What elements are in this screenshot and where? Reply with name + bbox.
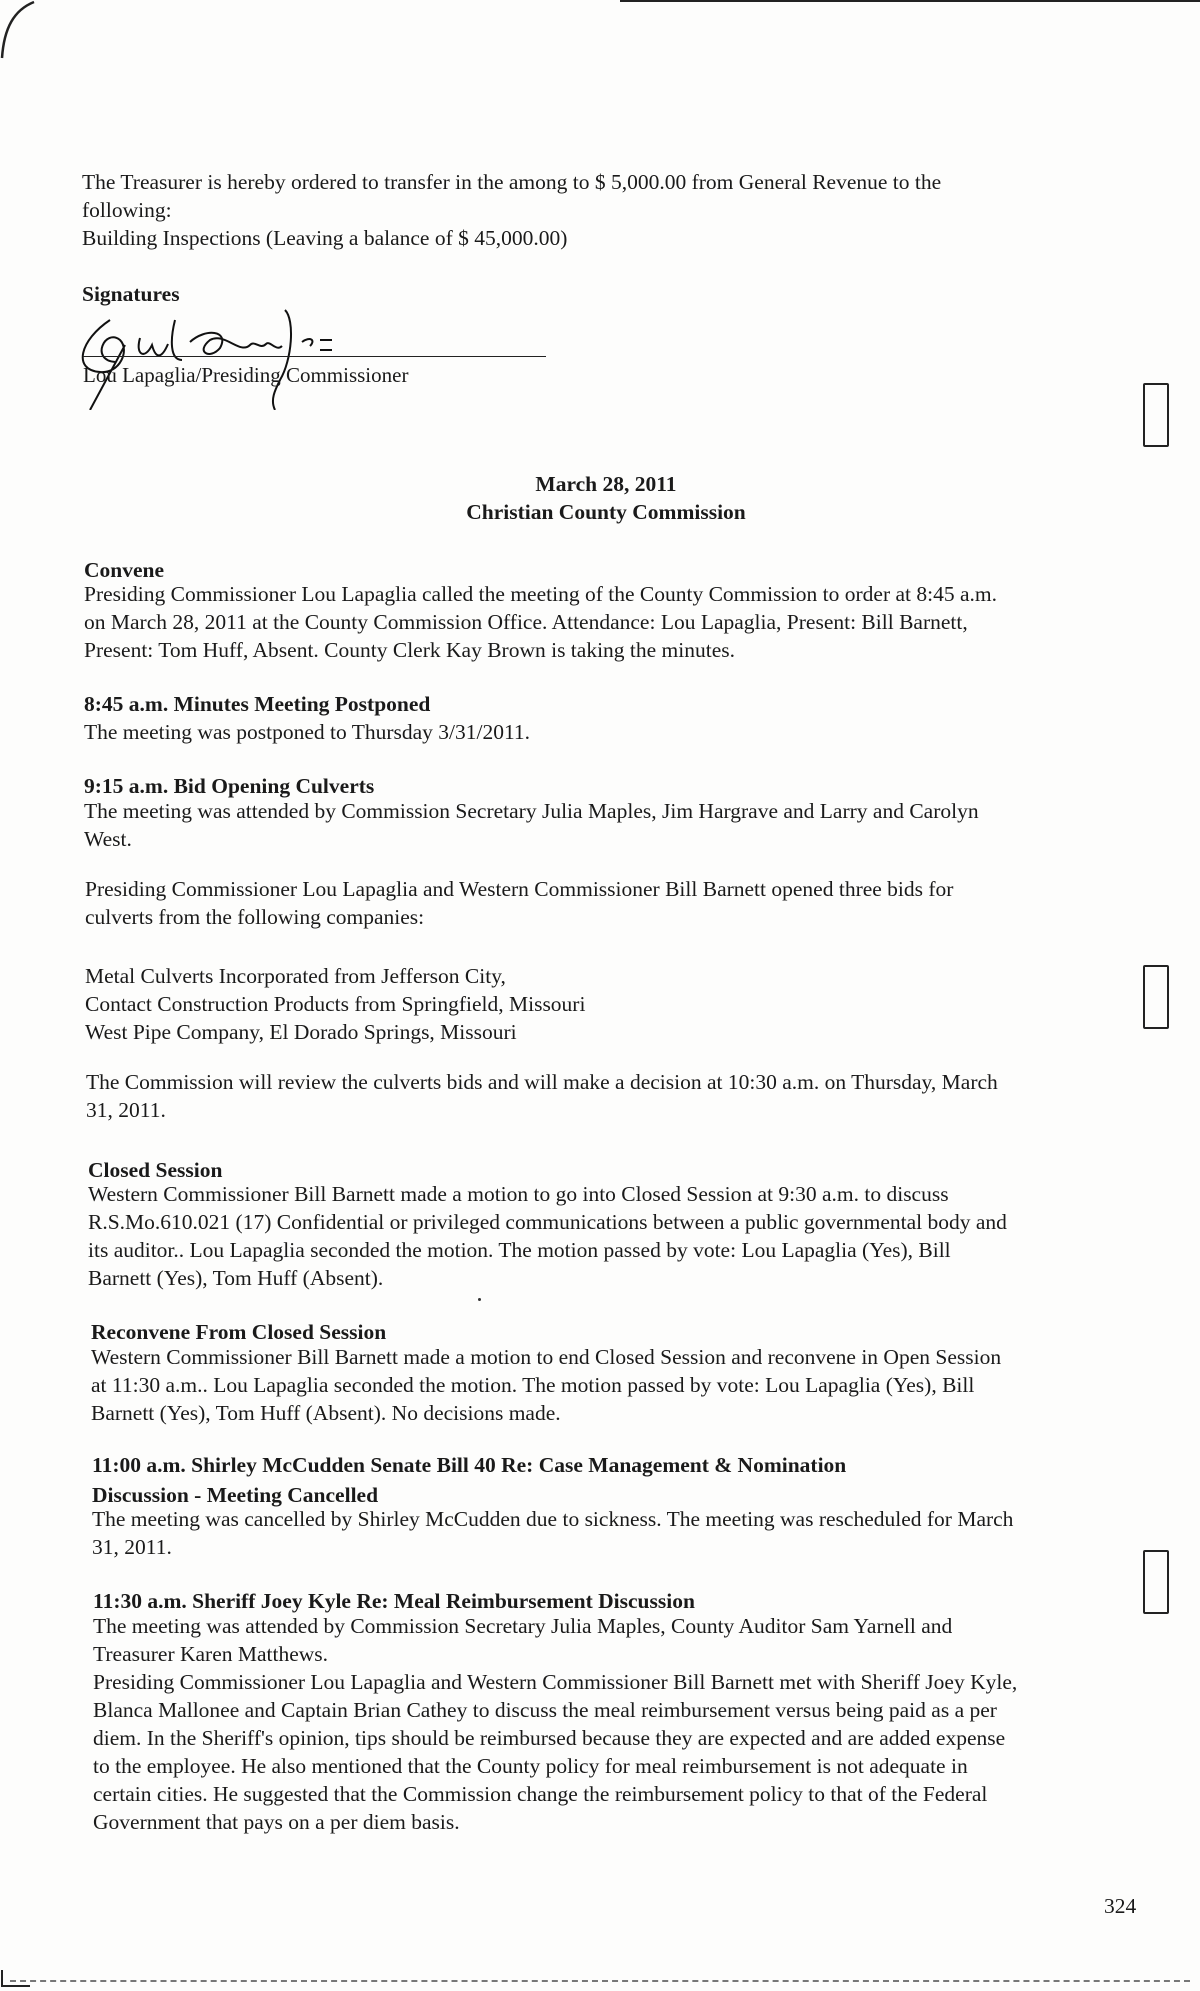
convene-line: Presiding Commissioner Lou Lapaglia called the meeting of the County Commission to order at 8:45 a.m. (84, 582, 998, 606)
sheriff-heading: 11:30 a.m. Sheriff Joey Kyle Re: Meal Reimbursement Discussion (93, 1589, 695, 1613)
senate-bill-line: 31, 2011. (92, 1535, 172, 1559)
reconvene-line: at 11:30 a.m.. Lou Lapaglia seconded the motion. The motion passed by vote: Lou Lapaglia (Yes), Bill (91, 1373, 975, 1397)
bid-opening-para2: Presiding Commissioner Lou Lapaglia and Western Commissioner Bill Barnett opened three bids for (85, 877, 954, 901)
closed-session-line: Western Commissioner Bill Barnett made a motion to go into Closed Session at 9:30 a.m. to discuss (88, 1182, 949, 1206)
reconvene-line: Barnett (Yes), Tom Huff (Absent). No decisions made. (91, 1401, 561, 1425)
senate-bill-subheading: Discussion - Meeting Cancelled (92, 1483, 379, 1507)
bid-opening-para3: The Commission will review the culverts bids and will make a decision at 10:30 a.m. on Thursday, March (86, 1070, 998, 1094)
company-item: West Pipe Company, El Dorado Springs, Missouri (85, 1020, 517, 1044)
scan-speck (478, 1298, 481, 1301)
page-bottom-corner-mark (0, 1968, 40, 1988)
convene-line: Present: Tom Huff, Absent. County Clerk Kay Brown is taking the minutes. (84, 638, 736, 662)
reconvene-heading: Reconvene From Closed Session (91, 1320, 387, 1344)
senate-bill-line: The meeting was cancelled by Shirley McCudden due to sickness. The meeting was rescheduled for March (92, 1507, 1014, 1531)
transfer-line-2: following: (82, 198, 172, 222)
page-number: 324 (1104, 1894, 1137, 1918)
margin-checkbox-3[interactable] (1143, 1550, 1169, 1614)
bid-opening-line: West. (84, 827, 132, 851)
closed-session-line: its auditor.. Lou Lapaglia seconded the motion. The motion passed by vote: Lou Lapaglia (Yes), Bill (88, 1238, 951, 1262)
page-top-edge (620, 0, 1200, 2)
signature-line (83, 356, 546, 357)
commission-name: Christian County Commission (466, 500, 746, 524)
closed-session-line: R.S.Mo.610.021 (17) Confidential or privileged communications between a public governmental body and (88, 1210, 1007, 1234)
company-item: Metal Culverts Incorporated from Jefferson City, (85, 964, 506, 988)
sheriff-line: Presiding Commissioner Lou Lapaglia and Western Commissioner Bill Barnett met with Sheriff Joey Kyle, (93, 1670, 1018, 1694)
signature-caption: Lou Lapaglia/Presiding Commissioner (83, 363, 409, 387)
convene-line: on March 28, 2011 at the County Commission Office. Attendance: Lou Lapaglia, Present: Bill Barnett, (84, 610, 968, 634)
sheriff-line: Blanca Mallonee and Captain Brian Cathey to discuss the meal reimbursement versus being paid as a per (93, 1698, 997, 1722)
margin-checkbox-2[interactable] (1143, 965, 1169, 1029)
bid-opening-heading: 9:15 a.m. Bid Opening Culverts (84, 774, 375, 798)
margin-checkbox-1[interactable] (1143, 383, 1169, 447)
bid-opening-para2: culverts from the following companies: (85, 905, 425, 929)
closed-session-heading: Closed Session (88, 1158, 223, 1182)
bid-opening-para3: 31, 2011. (86, 1098, 166, 1122)
sheriff-line: Government that pays on a per diem basis. (93, 1810, 460, 1834)
minutes-postponed-heading: 8:45 a.m. Minutes Meeting Postponed (84, 692, 431, 716)
reconvene-line: Western Commissioner Bill Barnett made a motion to end Closed Session and reconvene in Open Session (91, 1345, 1002, 1369)
sheriff-line: to the employee. He also mentioned that the County policy for meal reimbursement is not adequate in (93, 1754, 968, 1778)
company-item: Contact Construction Products from Springfield, Missouri (85, 992, 586, 1016)
bid-opening-line: The meeting was attended by Commission Secretary Julia Maples, Jim Hargrave and Larry and Carolyn (84, 799, 979, 823)
minutes-postponed-line: The meeting was postponed to Thursday 3/31/2011. (84, 720, 531, 744)
page-corner-mark (0, 0, 40, 60)
senate-bill-heading: 11:00 a.m. Shirley McCudden Senate Bill 40 Re: Case Management & Nomination (92, 1453, 847, 1477)
handwritten-signature (70, 300, 390, 410)
transfer-line-3: Building Inspections (Leaving a balance of $ 45,000.00) (82, 226, 568, 250)
closed-session-line: Barnett (Yes), Tom Huff (Absent). (88, 1266, 384, 1290)
sheriff-line: diem. In the Sheriff's opinion, tips should be reimbursed because they are expected and are added expense (93, 1726, 1006, 1750)
page-bottom-edge (10, 1980, 1190, 1982)
sheriff-line: certain cities. He suggested that the Commission change the reimbursement policy to that of the Federal (93, 1782, 988, 1806)
meeting-date: March 28, 2011 (535, 472, 677, 496)
sheriff-line: The meeting was attended by Commission Secretary Julia Maples, County Auditor Sam Yarnell and (93, 1614, 953, 1638)
transfer-line-1: The Treasurer is hereby ordered to transfer in the among to $ 5,000.00 from General Revenue to the (82, 170, 942, 194)
sheriff-line: Treasurer Karen Matthews. (93, 1642, 329, 1666)
convene-heading: Convene (84, 558, 165, 582)
signatures-heading: Signatures (82, 282, 180, 306)
